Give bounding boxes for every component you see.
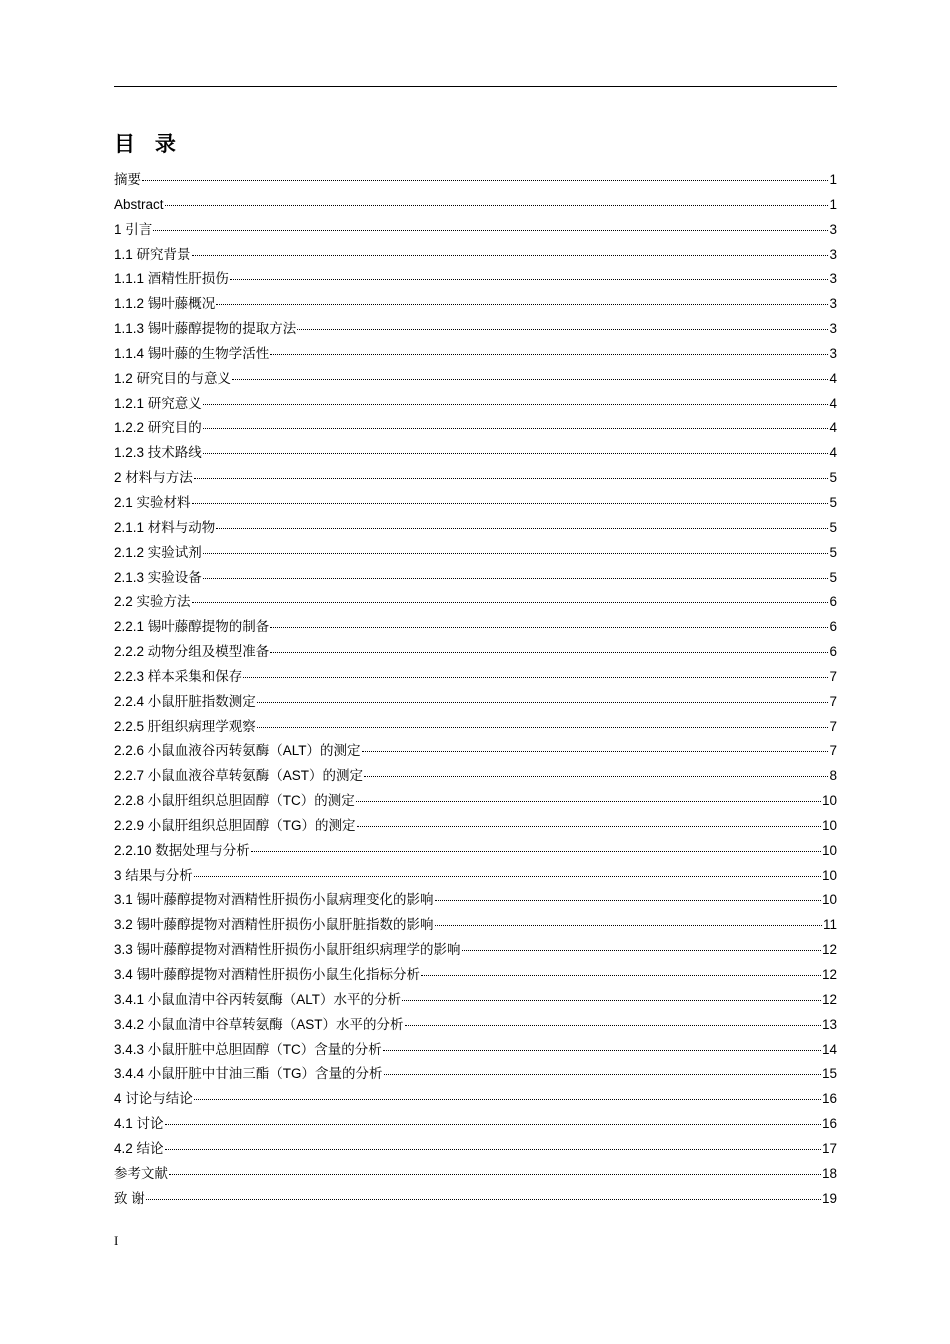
toc-dot-leader <box>364 776 828 777</box>
toc-entry-label: 1.1.3 锡叶藤醇提物的提取方法 <box>114 321 297 337</box>
toc-entry-page: 3 <box>829 246 837 262</box>
toc-dot-leader <box>435 900 821 901</box>
toc-dot-leader <box>192 503 829 504</box>
toc-entry-page: 3 <box>829 271 837 287</box>
toc-entry-page: 7 <box>829 743 837 759</box>
toc-entry-page: 4 <box>829 445 837 461</box>
toc-entry[interactable] <box>114 491 837 516</box>
toc-entry[interactable] <box>114 516 837 541</box>
toc-entry-page: 7 <box>829 718 837 734</box>
toc-entry-page: 16 <box>821 1116 837 1132</box>
toc-dot-leader <box>421 975 821 976</box>
toc-entry-page: 4 <box>829 420 837 436</box>
toc-entry-label: 2.2.7 小鼠血液谷草转氨酶（AST）的测定 <box>114 768 364 784</box>
toc-entry[interactable] <box>114 1062 837 1087</box>
toc-dot-leader <box>165 1124 821 1125</box>
toc-entry-page: 15 <box>821 1066 837 1082</box>
toc-entry-label: 4.2 结论 <box>114 1140 164 1156</box>
toc-dot-leader <box>232 379 828 380</box>
toc-entry-page: 11 <box>822 917 837 933</box>
toc-dot-leader <box>402 1000 821 1001</box>
toc-entry-page: 5 <box>829 569 837 585</box>
footer-page-number: I <box>114 1233 119 1248</box>
toc-entry-page: 17 <box>821 1140 837 1156</box>
toc-dot-leader <box>462 950 821 951</box>
toc-entry[interactable] <box>114 193 837 218</box>
toc-dot-leader <box>194 1099 821 1100</box>
toc-entry-page: 5 <box>829 544 837 560</box>
toc-dot-leader <box>142 180 828 181</box>
toc-entry-label: 2.2.5 肝组织病理学观察 <box>114 718 256 734</box>
toc-dot-leader <box>383 1050 821 1051</box>
toc-dot-leader <box>243 677 828 678</box>
toc-entry[interactable] <box>114 1087 837 1112</box>
toc-entry-page: 12 <box>821 991 837 1007</box>
toc-entry[interactable] <box>114 839 837 864</box>
toc-dot-leader <box>203 404 829 405</box>
toc-entry-page: 14 <box>821 1041 837 1057</box>
toc-entry[interactable] <box>114 963 837 988</box>
toc-entry-page: 6 <box>829 594 837 610</box>
toc-dot-leader <box>216 528 828 529</box>
toc-entry-label: 2.2.2 动物分组及模型准备 <box>114 644 270 660</box>
toc-dot-leader <box>192 602 829 603</box>
toc-entry-label: Abstract <box>114 196 164 212</box>
toc-dot-leader <box>297 329 828 330</box>
toc-dot-leader <box>169 1174 821 1175</box>
toc-dot-leader <box>203 453 829 454</box>
toc-entry[interactable] <box>114 590 837 615</box>
toc-title: 目 录 <box>114 132 183 156</box>
toc-entry-label: 1.1.4 锡叶藤的生物学活性 <box>114 345 270 361</box>
toc-dot-leader <box>203 428 829 429</box>
toc-dot-leader <box>146 1199 821 1200</box>
toc-entry-page: 13 <box>821 1016 837 1032</box>
toc-entry-page: 7 <box>829 668 837 684</box>
toc-entry-label: 4 讨论与结论 <box>114 1091 193 1107</box>
toc-entry-label: 3.4.1 小鼠血清中谷丙转氨酶（ALT）水平的分析 <box>114 991 402 1007</box>
toc-entry-page: 5 <box>829 470 837 486</box>
toc-dot-leader <box>257 727 829 728</box>
toc-entry-label: 1.2.3 技术路线 <box>114 445 202 461</box>
toc-entry-label: 1.2 研究目的与意义 <box>114 370 232 386</box>
toc-entry-label: 2.1.1 材料与动物 <box>114 519 216 535</box>
toc-dot-leader <box>270 354 828 355</box>
toc-dot-leader <box>153 230 828 231</box>
toc-entry[interactable] <box>114 218 837 243</box>
toc-entry-label: 2.2.6 小鼠血液谷丙转氨酶（ALT）的测定 <box>114 743 361 759</box>
toc-list <box>114 168 837 1211</box>
toc-dot-leader <box>165 1149 821 1150</box>
toc-entry-page: 3 <box>829 221 837 237</box>
toc-entry[interactable] <box>114 1137 837 1162</box>
toc-dot-leader <box>270 652 828 653</box>
toc-entry[interactable] <box>114 913 837 938</box>
toc-entry[interactable] <box>114 814 837 839</box>
toc-entry[interactable] <box>114 938 837 963</box>
toc-entry-label: 1.2.2 研究目的 <box>114 420 202 436</box>
toc-entry-label: 摘要 <box>114 172 141 187</box>
toc-entry[interactable] <box>114 441 837 466</box>
toc-dot-leader <box>165 205 829 206</box>
toc-entry[interactable] <box>114 1187 837 1212</box>
toc-dot-leader <box>203 578 829 579</box>
toc-entry-page: 4 <box>829 395 837 411</box>
toc-entry-label: 1.1.1 酒精性肝损伤 <box>114 271 229 287</box>
toc-entry-page: 19 <box>821 1190 837 1206</box>
toc-entry-page: 10 <box>821 793 837 809</box>
toc-entry-label: 2.2.10 数据处理与分析 <box>114 842 250 858</box>
toc-entry[interactable] <box>114 342 837 367</box>
toc-dot-leader <box>270 627 828 628</box>
toc-entry-label: 2.1.3 实验设备 <box>114 569 202 585</box>
toc-entry[interactable] <box>114 715 837 740</box>
toc-entry-label: 2.2.1 锡叶藤醇提物的制备 <box>114 619 270 635</box>
toc-dot-leader <box>251 851 821 852</box>
toc-entry-page: 10 <box>821 842 837 858</box>
toc-entry[interactable] <box>114 640 837 665</box>
toc-entry[interactable] <box>114 317 837 342</box>
toc-entry[interactable] <box>114 988 837 1013</box>
toc-entry-page: 12 <box>821 967 837 982</box>
toc-entry-label: 2.2.8 小鼠肝组织总胆固醇（TC）的测定 <box>114 793 355 809</box>
toc-dot-leader <box>384 1074 821 1075</box>
toc-entry-label: 2 材料与方法 <box>114 470 193 486</box>
toc-entry-label: 1 引言 <box>114 221 153 237</box>
toc-dot-leader <box>194 876 821 877</box>
toc-entry[interactable] <box>114 367 837 392</box>
toc-entry-page: 18 <box>821 1165 837 1181</box>
toc-entry[interactable] <box>114 243 837 268</box>
toc-entry-label: 2.2.9 小鼠肝组织总胆固醇（TG）的测定 <box>114 817 356 833</box>
toc-entry-page: 12 <box>821 942 837 958</box>
toc-entry-page: 1 <box>829 196 837 212</box>
toc-entry-label: 3.4.4 小鼠肝脏中甘油三酯（TG）含量的分析 <box>114 1066 383 1082</box>
toc-entry-label: 3.4.2 小鼠血清中谷草转氨酶（AST）水平的分析 <box>114 1016 404 1032</box>
toc-entry-label: 2.2.4 小鼠肝脏指数测定 <box>114 693 256 709</box>
toc-entry-label: 3.3 锡叶藤醇提物对酒精性肝损伤小鼠肝组织病理学的影响 <box>114 942 461 958</box>
toc-entry[interactable] <box>114 292 837 317</box>
toc-dot-leader <box>192 255 829 256</box>
toc-dot-leader <box>194 478 829 479</box>
toc-entry-page: 3 <box>829 345 837 361</box>
toc-dot-leader <box>362 751 829 752</box>
toc-entry[interactable] <box>114 789 837 814</box>
toc-entry-label: 2.2.3 样本采集和保存 <box>114 668 243 684</box>
toc-entry[interactable] <box>114 566 837 591</box>
toc-entry-label: 3.1 锡叶藤醇提物对酒精性肝损伤小鼠病理变化的影响 <box>114 892 434 908</box>
toc-entry[interactable] <box>114 1038 837 1063</box>
toc-dot-leader <box>405 1025 821 1026</box>
toc-entry-page: 3 <box>829 321 837 337</box>
toc-dot-leader <box>356 801 821 802</box>
toc-entry[interactable] <box>114 168 837 193</box>
toc-entry[interactable] <box>114 392 837 417</box>
toc-entry[interactable] <box>114 466 837 491</box>
toc-dot-leader <box>230 279 829 280</box>
toc-entry-label: 2.1 实验材料 <box>114 494 191 510</box>
header-rule <box>114 86 837 87</box>
toc-entry-page: 10 <box>821 867 837 883</box>
toc-dot-leader <box>216 304 828 305</box>
toc-entry[interactable] <box>114 690 837 715</box>
toc-entry[interactable] <box>114 1013 837 1038</box>
toc-entry[interactable] <box>114 267 837 292</box>
toc-entry[interactable] <box>114 764 837 789</box>
toc-entry-page: 1 <box>829 172 837 187</box>
toc-entry[interactable] <box>114 541 837 566</box>
toc-entry-label: 2.2 实验方法 <box>114 594 191 610</box>
toc-entry-page: 16 <box>821 1091 837 1107</box>
toc-entry-label: 3 结果与分析 <box>114 867 193 883</box>
toc-dot-leader <box>435 925 822 926</box>
toc-entry-label: 致 谢 <box>114 1190 145 1206</box>
toc-dot-leader <box>203 553 829 554</box>
toc-entry-label: 3.4.3 小鼠肝脏中总胆固醇（TC）含量的分析 <box>114 1041 382 1057</box>
toc-entry-label: 参考文献 <box>114 1165 168 1181</box>
toc-entry-label: 1.1 研究背景 <box>114 246 191 262</box>
toc-dot-leader <box>257 702 829 703</box>
toc-entry-page: 6 <box>829 619 837 635</box>
toc-entry-page: 8 <box>829 768 837 784</box>
toc-dot-leader <box>357 826 821 827</box>
toc-entry-label: 1.1.2 锡叶藤概况 <box>114 296 216 312</box>
toc-entry-label: 2.1.2 实验试剂 <box>114 544 202 560</box>
toc-entry-page: 10 <box>821 892 837 908</box>
toc-entry[interactable] <box>114 1162 837 1187</box>
toc-entry[interactable] <box>114 739 837 764</box>
toc-entry-page: 6 <box>829 644 837 660</box>
toc-entry-label: 4.1 讨论 <box>114 1116 164 1132</box>
toc-entry-label: 3.2 锡叶藤醇提物对酒精性肝损伤小鼠肝脏指数的影响 <box>114 917 434 933</box>
toc-entry-page: 5 <box>829 494 837 510</box>
toc-entry[interactable] <box>114 615 837 640</box>
toc-entry[interactable] <box>114 888 837 913</box>
toc-entry-page: 5 <box>829 519 837 535</box>
toc-entry-page: 7 <box>829 693 837 709</box>
toc-entry[interactable] <box>114 1112 837 1137</box>
toc-entry[interactable] <box>114 665 837 690</box>
toc-entry[interactable] <box>114 416 837 441</box>
toc-entry-label: 3.4 锡叶藤醇提物对酒精性肝损伤小鼠生化指标分析 <box>114 967 421 982</box>
toc-entry-page: 3 <box>829 296 837 312</box>
toc-entry-label: 1.2.1 研究意义 <box>114 395 202 411</box>
toc-entry[interactable] <box>114 864 837 889</box>
toc-entry-page: 4 <box>829 370 837 386</box>
toc-entry-page: 10 <box>821 817 837 833</box>
